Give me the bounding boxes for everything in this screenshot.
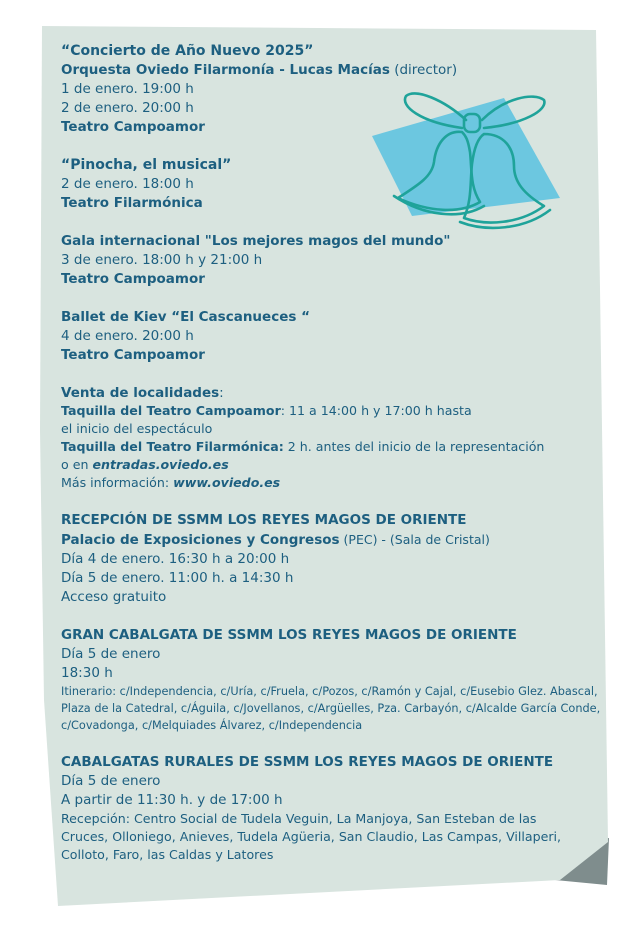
reception-title: RECEPCIÓN DE SSMM LOS REYES MAGOS DE ORIENTE — [61, 512, 467, 528]
tickets-online-link[interactable]: entradas.oviedo.es — [92, 457, 229, 472]
reception-time: Día 4 de enero. 16:30 h a 20:00 h — [61, 551, 290, 567]
cabalgata-title: GRAN CABALGATA DE SSMM LOS REYES MAGOS DE ORIENTE — [61, 627, 517, 643]
event-pinocha — [61, 156, 591, 213]
cabalgata-route: c/Covadonga, c/Melquiades Álvarez, c/Independencia — [61, 719, 363, 732]
tickets-info — [61, 384, 591, 492]
reception-access: Acceso gratuito — [61, 589, 167, 605]
event-magos — [61, 232, 591, 289]
cabalgata-block — [61, 626, 601, 734]
tickets-online: o en entradas.oviedo.es — [61, 457, 229, 472]
event-title: Gala internacional "Los mejores magos del mundo" — [61, 233, 451, 249]
rurales-pickup: Recepción: Centro Social de Tudela Veguin, La Manjoya, San Esteban de las — [61, 811, 537, 826]
rurales-time: A partir de 11:30 h. y de 17:00 h — [61, 792, 283, 808]
reception-block — [61, 511, 591, 607]
rurales-day: Día 5 de enero — [61, 773, 161, 789]
reception-venue: Palacio de Exposiciones y Congresos (PEC) - (Sala de Cristal) — [61, 532, 490, 548]
rurales-block — [61, 753, 591, 864]
cabalgata-day: Día 5 de enero — [61, 646, 161, 662]
event-concierto — [61, 42, 591, 137]
event-date: 3 de enero. 18:00 h y 21:00 h — [61, 252, 263, 268]
event-title: “Concierto de Año Nuevo 2025” — [61, 43, 314, 59]
event-venue: Teatro Campoamor — [61, 119, 205, 135]
event-date: 4 de enero. 20:00 h — [61, 328, 194, 344]
cabalgata-route: Plaza de la Catedral, c/Águila, c/Jovellanos, c/Argüelles, Pza. Carbayón, c/Alcalde García Conde, — [61, 702, 601, 715]
event-date: 2 de enero. 18:00 h — [61, 176, 194, 192]
event-performer: Orquesta Oviedo Filarmonía - Lucas Macías (director) — [61, 62, 458, 78]
rurales-title: CABALGATAS RURALES DE SSMM LOS REYES MAGOS DE ORIENTE — [61, 754, 554, 770]
event-ballet — [61, 308, 591, 365]
cabalgata-time: 18:30 h — [61, 665, 113, 681]
rurales-pickup: Colloto, Faro, las Caldas y Latores — [61, 847, 274, 862]
event-venue: Teatro Filarmónica — [61, 195, 203, 211]
more-info-link[interactable]: www.oviedo.es — [173, 475, 281, 490]
event-title: “Pinocha, el musical” — [61, 157, 232, 173]
tickets-campoamor-cont: el inicio del espectáculo — [61, 421, 213, 436]
rurales-pickup: Cruces, Olloniego, Anieves, Tudela Agüeria, San Claudio, Las Campas, Villaperi, — [61, 829, 562, 844]
event-venue: Teatro Campoamor — [61, 347, 205, 363]
event-title: Ballet de Kiev “El Cascanueces “ — [61, 309, 310, 325]
event-venue: Teatro Campoamor — [61, 271, 205, 287]
tickets-campoamor: Taquilla del Teatro Campoamor: 11 a 14:00 h y 17:00 h hasta — [61, 403, 472, 418]
tickets-heading: Venta de localidades: — [61, 385, 224, 401]
reception-time: Día 5 de enero. 11:00 h. a 14:30 h — [61, 570, 294, 586]
event-listing — [61, 42, 601, 883]
event-date: 1 de enero. 19:00 h — [61, 81, 194, 97]
cabalgata-route: Itinerario: c/Independencia, c/Uría, c/Fruela, c/Pozos, c/Ramón y Cajal, c/Eusebio Glez. Abascal, — [61, 685, 598, 698]
tickets-filarmonica: Taquilla del Teatro Filarmónica: 2 h. antes del inicio de la representación — [61, 439, 545, 454]
more-info: Más información: www.oviedo.es — [61, 475, 281, 490]
event-date: 2 de enero. 20:00 h — [61, 100, 194, 116]
